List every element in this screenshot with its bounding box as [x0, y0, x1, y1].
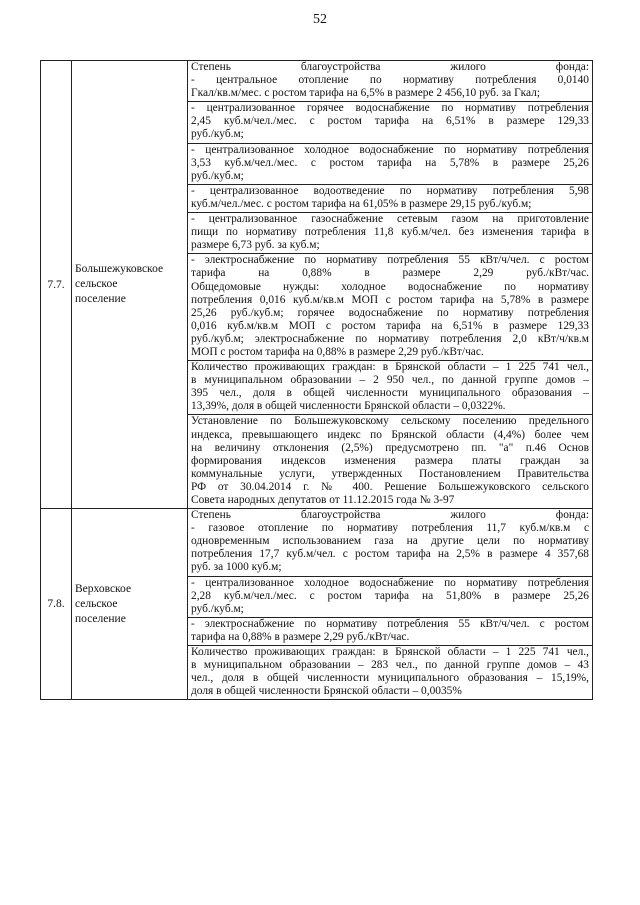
- text-line: - газовое отопление по нормативу потребления 11,7 куб.м/кв.м с: [191, 522, 589, 535]
- text-line: руб./куб.м;: [191, 602, 244, 615]
- text-line: одновременным использованием газа на другие цели по нормативу: [191, 535, 589, 548]
- text-line: - централизованное горячее водоснабжение по нормативу потребления: [191, 102, 589, 115]
- settlement-name-line: поселение: [75, 612, 126, 625]
- description-segment: [188, 213, 592, 254]
- text-line: РФ от 30.04.2014 г. № 400. Решение Большежуковского сельского: [191, 480, 589, 493]
- text-line: 25,26 руб./куб.м; горячее водоснабжение по нормативу потребления: [191, 306, 589, 319]
- description-segment: [188, 577, 592, 618]
- row-number: 7.7.: [41, 61, 72, 509]
- text-line: чел., доля в общей численности муниципального образования – 15,19%,: [191, 672, 589, 685]
- text-line: Гкал/кв.м/мес. с ростом тарифа на 6,5% в размере 2 456,10 руб. за Гкал;: [191, 87, 541, 100]
- page-number: 52: [313, 12, 327, 27]
- text-line: куб.м/чел./мес. с ростом тарифа на 61,05% в размере 29,15 руб./куб.м;: [191, 197, 532, 210]
- settlement-name-line: поселение: [75, 293, 126, 306]
- text-line: Степень благоустройства жилого фонда:: [191, 61, 589, 73]
- text-line: потребления 0,016 куб.м/кв.м МОП с ростом тарифа на 5,78% в размере: [191, 293, 589, 306]
- text-line: на величину отклонения (2,5%) предусмотрено пп. "а" п.46 Основ: [191, 441, 589, 454]
- text-line: Количество проживающих граждан: в Брянской области – 1 225 741 чел.,: [191, 646, 589, 659]
- text-line: 3,53 куб.м/чел./мес. с ростом тарифа на 5,78% в размере 25,26: [191, 156, 589, 169]
- text-line: доля в общей численности Брянской области – 0,0035%: [191, 685, 462, 698]
- settlement-name-line: сельское: [75, 597, 118, 610]
- table-row: [41, 509, 593, 700]
- tariff-description: [188, 61, 593, 509]
- text-line: 2,45 куб.м/чел./мес. с ростом тарифа на 6,51% в размере 129,33: [191, 115, 589, 128]
- text-line: потребления 17,7 куб.м/чел. с ростом тарифа на 2,5% в размере 4 357,68: [191, 548, 589, 561]
- description-segment: [188, 185, 592, 213]
- text-line: пищи по нормативу потребления 11,8 куб.м/чел. без изменения тарифа в: [191, 226, 589, 239]
- settlement-name-line: сельское: [75, 278, 118, 291]
- tariff-table: [40, 60, 593, 700]
- table-body: [41, 61, 593, 700]
- description-segment: [188, 509, 592, 576]
- text-line: тарифа на 0,88% в размере 2,29 руб./кВт/час.: [191, 267, 589, 280]
- settlement-name-line: Большежуковское: [75, 263, 164, 276]
- text-line: Степень благоустройства жилого фонда:: [191, 509, 589, 522]
- tariff-description: [188, 509, 593, 700]
- text-line: - централизованное холодное водоснабжение по нормативу потребления: [191, 143, 589, 156]
- text-line: - централизованное водоотведение по нормативу потребления 5,98: [191, 184, 589, 197]
- row-number: 7.8.: [41, 509, 72, 700]
- text-line: Совета народных депутатов от 11.12.2015 года № 3-97: [191, 494, 455, 506]
- description-segment: [188, 415, 592, 508]
- text-line: 395 чел., доля в общей численности муниципального образования –: [191, 387, 589, 400]
- text-line: руб. за 1000 куб.м;: [191, 561, 282, 574]
- text-line: Количество проживающих граждан: в Брянской области – 1 225 741 чел.,: [191, 361, 589, 374]
- description-segment: [188, 102, 592, 143]
- text-line: - централизованное газоснабжение сетевым газом на приготовление: [191, 213, 589, 226]
- description-segment: [188, 361, 592, 415]
- settlement-name-line: Верховское: [75, 582, 132, 595]
- description-segment: [188, 618, 592, 646]
- text-line: индекса, превышающего индекс по Брянской области (4,4%) более чем: [191, 428, 589, 441]
- text-line: тарифа на 0,88% в размере 2,29 руб./кВт/час.: [191, 630, 410, 643]
- description-segment: [188, 61, 592, 102]
- text-line: - электроснабжение по нормативу потребления 55 кВт/ч/чел. с ростом: [191, 254, 589, 267]
- text-line: 2,28 куб.м/чел./мес. с ростом тарифа на 51,80% в размере 25,26: [191, 589, 589, 602]
- text-line: - электроснабжение по нормативу потребления 55 кВт/ч/чел. с ростом: [191, 617, 589, 630]
- settlement-name: [72, 509, 188, 700]
- text-line: руб./куб.м;: [191, 128, 244, 141]
- text-line: Общедомовые нужды: холодное водоснабжение по нормативу: [191, 280, 589, 293]
- text-line: в муниципальном образовании – 283 чел., по данной группе домов – 43: [191, 659, 589, 672]
- text-line: руб./куб.м;: [191, 169, 244, 182]
- description-segment: [188, 254, 592, 361]
- description-segment: [188, 646, 592, 699]
- text-line: 13,39%, доля в общей численности Брянской области – 0,0322%.: [191, 400, 506, 413]
- description-segment: [188, 144, 592, 185]
- text-line: руб./куб.м; электроснабжение по нормативу потребления 2,0 кВт/ч/кв.м: [191, 332, 589, 345]
- text-line: формирования индексов изменения размера платы граждан за: [191, 454, 589, 467]
- text-line: МОП с ростом тарифа на 0,88% в размере 2,29 руб./кВт/час.: [191, 345, 484, 358]
- text-line: коммунальные услуги, утвержденных Постановлением Правительства: [191, 467, 589, 480]
- text-line: - централизованное холодное водоснабжение по нормативу потребления: [191, 576, 589, 589]
- text-line: в муниципальном образовании – 2 950 чел., по данной группе домов –: [191, 374, 589, 387]
- text-line: размере 6,73 руб. за куб.м;: [191, 239, 320, 252]
- text-line: - центральное отопление по нормативу потребления 0,0140: [191, 74, 589, 87]
- text-line: 0,016 куб.м/кв.м МОП с ростом тарифа на 6,51% в размере 129,33: [191, 319, 589, 332]
- table-row: [41, 61, 593, 509]
- settlement-name: [72, 61, 188, 509]
- text-line: Установление по Большежуковскому сельскому поселению предельного: [191, 415, 589, 428]
